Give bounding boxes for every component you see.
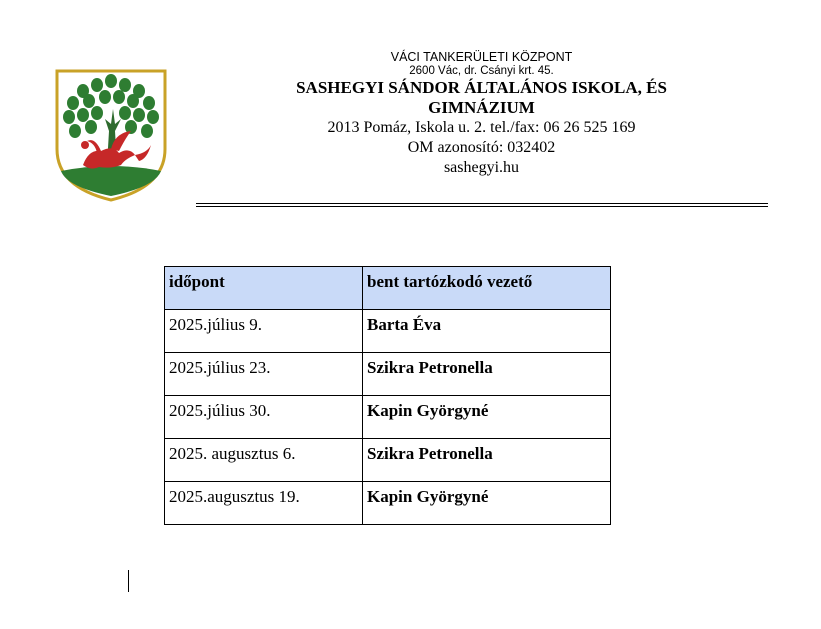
duty-schedule-table [164, 266, 611, 525]
organization-name: VÁCI TANKERÜLETI KÖZPONT [390, 50, 573, 64]
date-cell: 2025.július 30. [165, 396, 363, 439]
header-divider-bottom [196, 206, 768, 207]
date-cell: 2025.július 23. [165, 353, 363, 396]
school-address-phone: 2013 Pomáz, Iskola u. 2. tel./fax: 06 26 525 169 [327, 119, 636, 136]
date-cell: 2025.július 9. [165, 310, 363, 353]
school-name-line1: SASHEGYI SÁNDOR ÁLTALÁNOS ISKOLA, ÉS [296, 78, 667, 97]
leader-cell: Barta Éva [363, 310, 611, 353]
website: sashegyi.hu [443, 159, 520, 176]
organization-address: 2600 Vác, dr. Csányi krt. 45. [409, 65, 554, 77]
table-row [165, 310, 611, 353]
table-row [165, 439, 611, 482]
leader-cell: Szikra Petronella [363, 439, 611, 482]
leader-cell: Kapin Györgyné [363, 482, 611, 525]
leader-cell: Szikra Petronella [363, 353, 611, 396]
column-header-date: időpont [165, 267, 363, 310]
school-crest-logo [55, 69, 167, 202]
header-divider-top [196, 203, 768, 204]
leader-cell: Kapin Györgyné [363, 396, 611, 439]
table-row [165, 396, 611, 439]
table-row [165, 353, 611, 396]
date-cell: 2025.augusztus 19. [165, 482, 363, 525]
table-row [165, 482, 611, 525]
school-name-line2: GIMNÁZIUM [428, 98, 535, 117]
column-header-leader: bent tartózkodó vezető [363, 267, 611, 310]
date-cell: 2025. augusztus 6. [165, 439, 363, 482]
om-id: OM azonosító: 032402 [407, 139, 556, 156]
text-cursor[interactable] [128, 570, 129, 592]
table-header-row [165, 267, 611, 310]
letterhead [196, 50, 767, 178]
